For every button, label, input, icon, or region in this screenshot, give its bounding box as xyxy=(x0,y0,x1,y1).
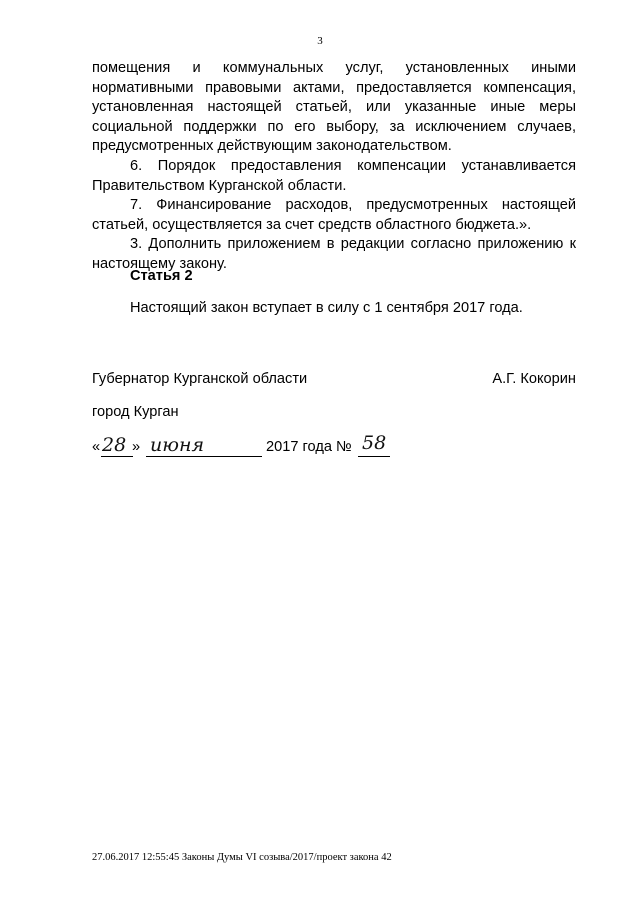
close-quote: » xyxy=(132,439,141,455)
year-number-label: 2017 года № xyxy=(266,439,352,455)
signatory-position: Губернатор Курганской области xyxy=(92,371,308,387)
month-underline xyxy=(146,456,262,457)
paragraph-item-3: 3. Дополнить приложением в редакции согласно приложению к настоящему закону. xyxy=(92,236,576,272)
signatory-name: А.Г. Кокорин xyxy=(492,371,576,387)
article-text: Настоящий закон вступает в силу с 1 сентября 2017 года. xyxy=(130,300,523,316)
handwritten-month: июня xyxy=(150,434,205,456)
handwritten-day: 28 xyxy=(102,434,127,456)
page-number: 3 xyxy=(317,35,323,47)
footer-metadata: 27.06.2017 12:55:45 Законы Думы VI созыва/2017/проект закона 42 xyxy=(92,852,392,863)
paragraph-continuation: помещения и коммунальных услуг, установленных иными нормативными правовыми актами, предоставляется компенсация, установленная настоящей статьей, или указанные иные меры социальной поддержки по его выбору, за исключением случаев, предусмотренных действующим законодательством. xyxy=(92,60,576,155)
day-underline xyxy=(101,456,133,457)
article-title: Статья 2 xyxy=(130,268,193,284)
city-label: город Курган xyxy=(92,404,179,420)
handwritten-number: 58 xyxy=(362,432,387,454)
paragraph-item-6: 6. Порядок предоставления компенсации устанавливается Правительством Курганской области. xyxy=(92,157,576,194)
document-body xyxy=(92,59,576,275)
paragraph-item-7: 7. Финансирование расходов, предусмотренных настоящей статьей, осуществляется за счет средств областного бюджета.». xyxy=(92,197,576,233)
number-underline xyxy=(358,456,390,457)
open-quote: « xyxy=(92,439,101,455)
date-number-line xyxy=(92,432,412,462)
